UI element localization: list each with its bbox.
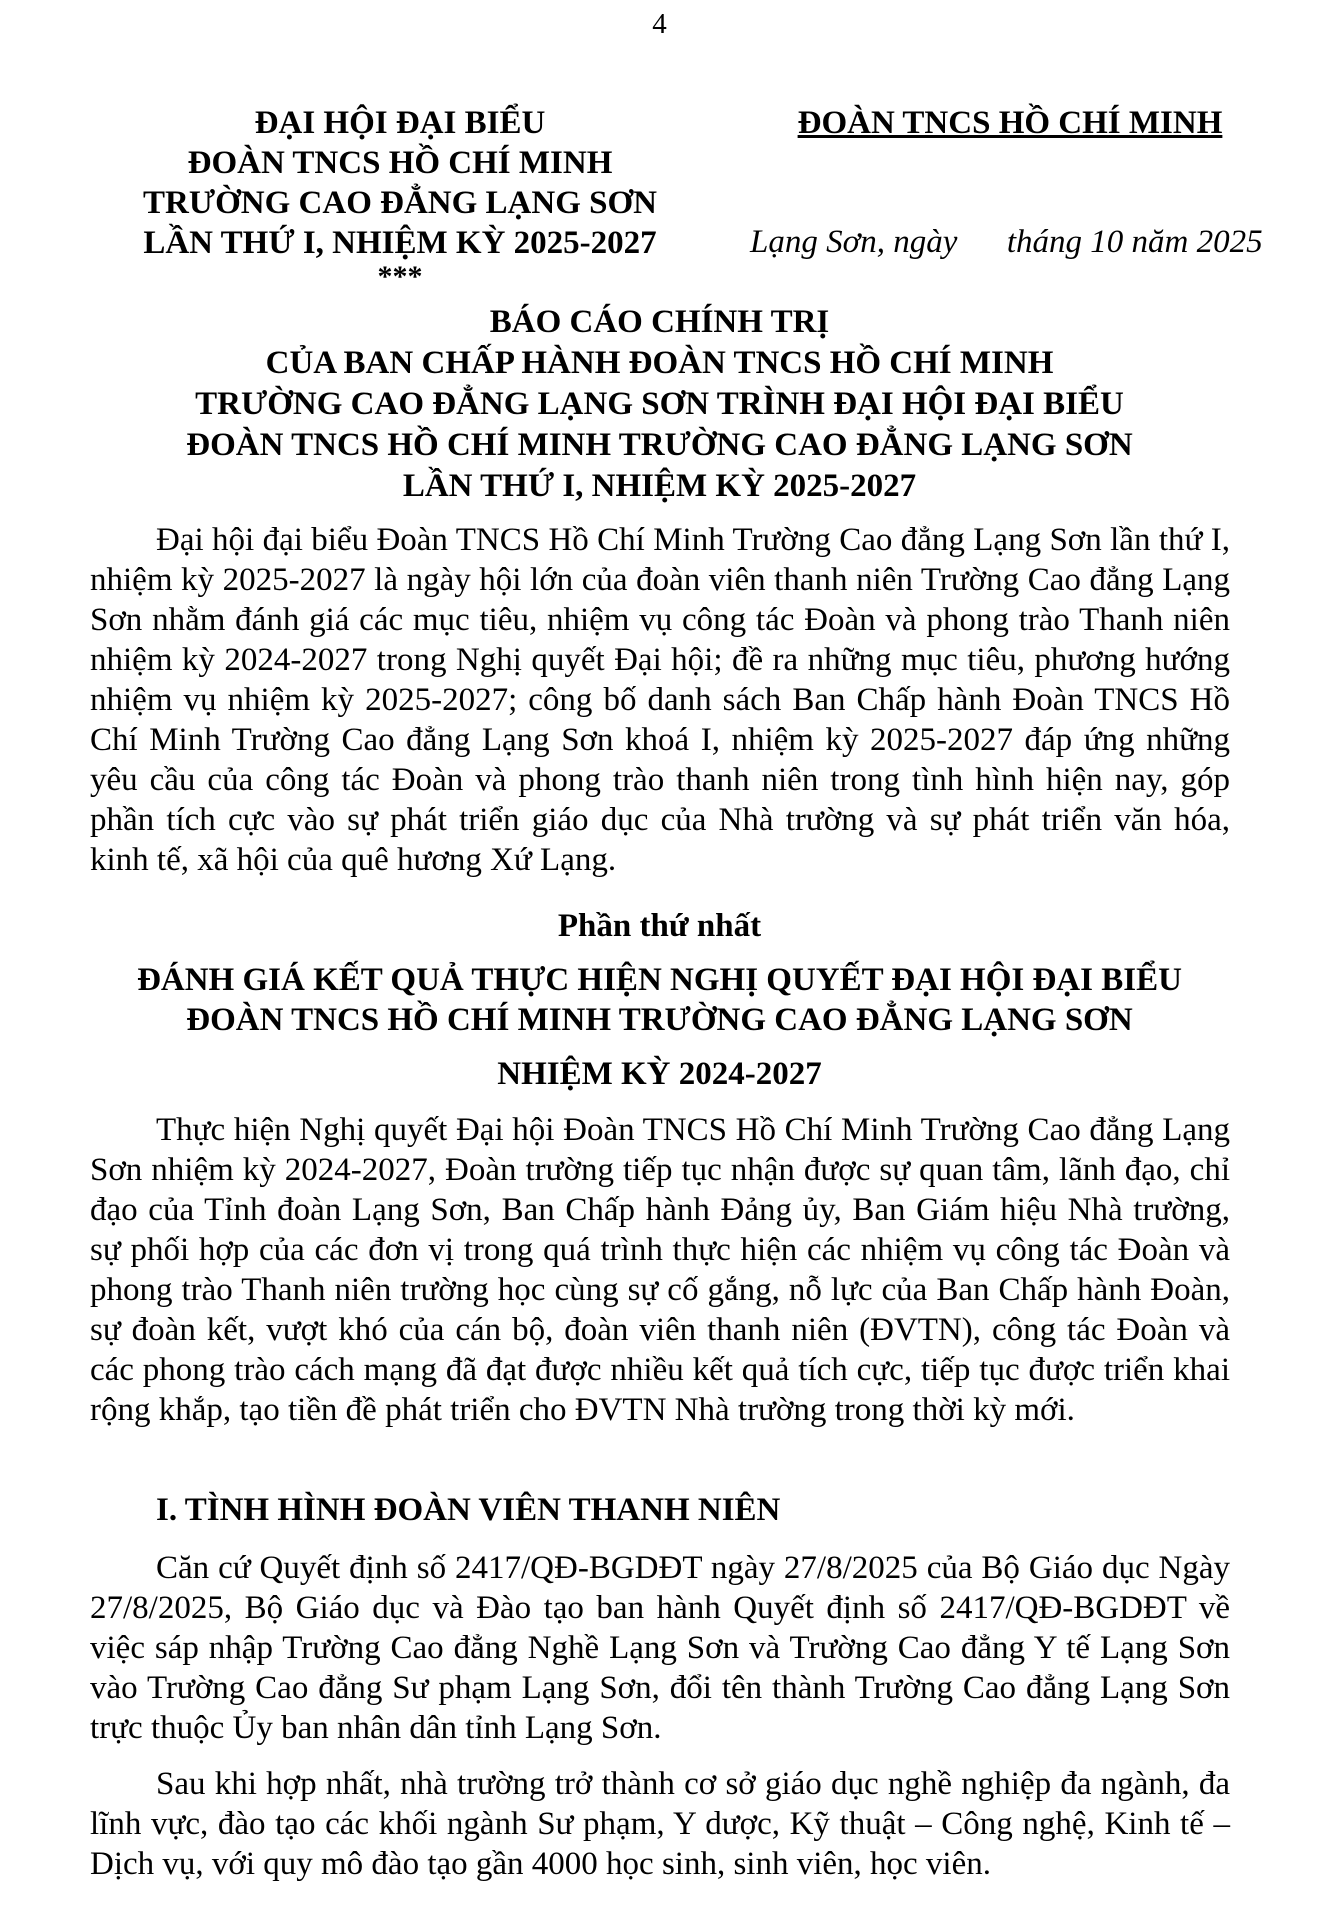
report-title-line: CỦA BAN CHẤP HÀNH ĐOÀN TNCS HỒ CHÍ MINH [265, 345, 1054, 381]
part-title-line: ĐÁNH GIÁ KẾT QUẢ THỰC HIỆN NGHỊ QUYẾT ĐẠI HỘI ĐẠI BIỂU [137, 962, 1182, 998]
report-title-line: BÁO CÁO CHÍNH TRỊ [489, 304, 830, 340]
report-title-line: ĐOÀN TNCS HỒ CHÍ MINH TRƯỜNG CAO ĐẲNG LẠNG SƠN [186, 427, 1133, 463]
implementation-paragraph: Thực hiện Nghị quyết Đại hội Đoàn TNCS Hồ Chí Minh Trường Cao đẳng Lạng Sơn nhiệm kỳ 2024-2027, Đoàn trường tiếp tục nhận được sự quan tâm, lãnh đạo, chỉ đạo của Tỉnh đoàn Lạng Sơn, Ban Chấp hành Đảng ủy, Ban Giám hiệu Nhà trường, sự phối hợp của các đơn vị trong quá trình thực hiện các nhiệm vụ công tác Đoàn và phong trào Thanh niên trường học cùng sự cố gắng, nỗ lực của Ban Chấp hành Đoàn, sự đoàn kết, vượt khó của cán bộ, đoàn viên thanh niên (ĐVTN), công tác Đoàn và các phong trào cách mạng đã đạt được nhiều kết quả tích cực, tiếp tục được triển khai rộng khắp, tạo tiền đề phát triển cho ĐVTN Nhà trường trong thời kỳ mới. [90, 1112, 1230, 1428]
congress-header-line: ĐOÀN TNCS HỒ CHÍ MINH [187, 145, 613, 181]
organization-title: ĐOÀN TNCS HỒ CHÍ MINH [797, 105, 1223, 141]
report-title-line: LẦN THỨ I, NHIỆM KỲ 2025-2027 [402, 468, 917, 504]
intro-paragraph: Đại hội đại biểu Đoàn TNCS Hồ Chí Minh Trường Cao đẳng Lạng Sơn lần thứ I, nhiệm kỳ 2025-2027 là ngày hội lớn của đoàn viên thanh niên Trường Cao đẳng Lạng Sơn nhằm đánh giá các mục tiêu, nhiệm vụ công tác Đoàn và phong trào Thanh niên nhiệm kỳ 2024-2027 trong Nghị quyết Đại hội; đề ra những mục tiêu, phương hướng nhiệm vụ nhiệm kỳ 2025-2027; công bố danh sách Ban Chấp hành Đoàn TNCS Hồ Chí Minh Trường Cao đẳng Lạng Sơn khoá I, nhiệm kỳ 2025-2027 đáp ứng những yêu cầu của công tác Đoàn và phong trào thanh niên trong tình hình hiện nay, góp phần tích cực vào sự phát triển giáo dục của Nhà trường và sự phát triển văn hóa, kinh tế, xã hội của quê hương Xứ Lạng. [90, 522, 1230, 878]
part-title-line: ĐOÀN TNCS HỒ CHÍ MINH TRƯỜNG CAO ĐẲNG LẠNG SƠN [186, 1002, 1133, 1038]
header-stars: *** [377, 260, 423, 293]
part-label: Phần thứ nhất [557, 908, 762, 944]
congress-header-line: ĐẠI HỘI ĐẠI BIỂU [254, 105, 546, 141]
report-title [40, 302, 1279, 507]
part-term: NHIỆM KỲ 2024-2027 [497, 1056, 822, 1092]
congress-header [120, 103, 680, 263]
place-date-line: Lạng Sơn, ngày tháng 10 năm 2025 [750, 224, 1263, 260]
congress-header-line: LẦN THỨ I, NHIỆM KỲ 2025-2027 [143, 225, 657, 261]
section-paragraph: Căn cứ Quyết định số 2417/QĐ-BGDĐT ngày 27/8/2025 của Bộ Giáo dục Ngày 27/8/2025, Bộ Giáo dục và Đào tạo ban hành Quyết định số 2417/QĐ-BGDĐT về việc sáp nhập Trường Cao đẳng Nghề Lạng Sơn và Trường Cao đẳng Y tế Lạng Sơn vào Trường Cao đẳng Sư phạm Lạng Sơn, đổi tên thành Trường Cao đẳng Lạng Sơn trực thuộc Ủy ban nhân dân tỉnh Lạng Sơn. [90, 1550, 1230, 1746]
congress-header-line: TRƯỜNG CAO ĐẲNG LẠNG SƠN [143, 185, 657, 221]
page-number: 4 [652, 8, 667, 40]
part-title [40, 960, 1279, 1040]
section-heading: I. TÌNH HÌNH ĐOÀN VIÊN THANH NIÊN [156, 1492, 781, 1528]
section-paragraph: Sau khi hợp nhất, nhà trường trở thành cơ sở giáo dục nghề nghiệp đa ngành, đa lĩnh vực, đào tạo các khối ngành Sư phạm, Y dược, Kỹ thuật – Công nghệ, Kinh tế – Dịch vụ, với quy mô đào tạo gần 4000 học sinh, sinh viên, học viên. [90, 1766, 1230, 1882]
report-title-line: TRƯỜNG CAO ĐẲNG LẠNG SƠN TRÌNH ĐẠI HỘI ĐẠI BIỂU [195, 386, 1124, 422]
